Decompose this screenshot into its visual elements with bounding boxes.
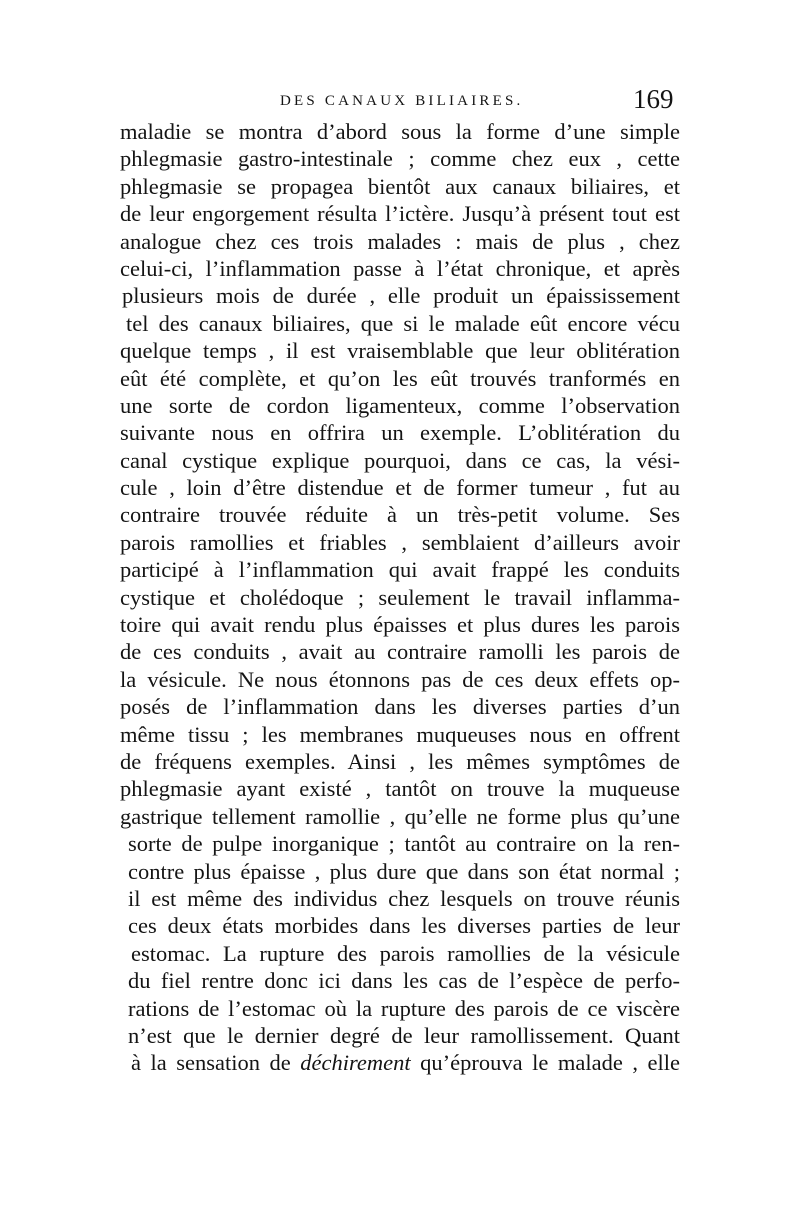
text-line: rations de l’estomac où la rupture des parois de ce viscère — [128, 995, 680, 1021]
text-line: plusieurs mois de durée , elle produit un épaississement — [122, 283, 680, 309]
text-line: suivante nous en offrira un exemple. L’oblitération du — [120, 420, 680, 446]
text-line: sorte de pulpe inorganique ; tantôt au contraire on la ren- — [128, 831, 680, 857]
text-line: participé à l’inflammation qui avait frappé les conduits — [120, 557, 680, 583]
text-line: parois ramollies et friables , semblaient d’ailleurs avoir — [120, 529, 680, 555]
text-line: ces deux états morbides dans les diverses parties de leur — [128, 913, 680, 939]
text-line: eût été complète, et qu’on les eût trouvés tranformés en — [120, 365, 680, 391]
text-line: du fiel rentre donc ici dans les cas de l’espèce de perfo- — [128, 968, 680, 994]
text-line: toire qui avait rendu plus épaisses et plus dures les parois — [120, 612, 680, 638]
body-text — [120, 118, 680, 1077]
text-line-last — [120, 1049, 680, 1076]
text-line-last-end: qu’éprouva le malade , elle — [410, 1050, 681, 1076]
text-line: une sorte de cordon ligamenteux, comme l’observation — [120, 392, 680, 418]
text-line: posés de l’inflammation dans les diverses parties d’un — [120, 694, 680, 720]
text-line: tel des canaux biliaires, que si le malade eût encore vécu — [126, 310, 680, 336]
text-line: phlegmasie ayant existé , tantôt on trouve la muqueuse — [120, 776, 680, 802]
text-line: la vésicule. Ne nous étonnons pas de ces deux effets op- — [120, 666, 680, 692]
text-line: estomac. La rupture des parois ramollies de la vésicule — [131, 940, 680, 966]
text-line: analogue chez ces trois malades : mais de plus , chez — [120, 228, 680, 254]
text-line: cystique et cholédoque ; seulement le travail inflamma- — [120, 584, 680, 610]
text-line: de fréquens exemples. Ainsi , les mêmes symptômes de — [120, 748, 680, 774]
text-line: celui-ci, l’inflammation passe à l’état chronique, et après — [120, 255, 680, 281]
text-line: phlegmasie gastro-intestinale ; comme chez eux , cette — [120, 146, 680, 172]
text-line: même tissu ; les membranes muqueuses nous en offrent — [120, 721, 680, 747]
running-head: DES CANAUX BILIAIRES. — [280, 93, 524, 109]
text-line: n’est que le dernier degré de leur ramollissement. Quant — [128, 1022, 680, 1048]
text-line-last-start: à la sensation de — [131, 1050, 301, 1076]
text-line: contre plus épaisse , plus dure que dans son état normal ; — [128, 858, 680, 884]
text-line: il est même des individus chez lesquels on trouve réunis — [128, 885, 680, 911]
text-line: quelque temps , il est vraisemblable que leur oblitération — [120, 338, 680, 364]
text-line: cule , loin d’être distendue et de former tumeur , fut au — [120, 475, 680, 501]
text-line: de ces conduits , avait au contraire ramolli les parois de — [120, 639, 680, 665]
text-line: gastrique tellement ramollie , qu’elle ne forme plus qu’une — [120, 803, 680, 829]
text-line: canal cystique explique pourquoi, dans ce cas, la vési- — [120, 447, 680, 473]
text-line: maladie se montra d’abord sous la forme d’une simple — [120, 119, 680, 144]
text-line: phlegmasie se propagea bientôt aux canaux biliaires, et — [120, 173, 680, 199]
page-number: 169 — [633, 84, 674, 114]
text-line: contraire trouvée réduite à un très-petit volume. Ses — [120, 502, 680, 528]
text-line: de leur engorgement résulta l’ictère. Jusqu’à présent tout est — [120, 201, 680, 227]
italic-word: déchirement — [300, 1050, 411, 1076]
